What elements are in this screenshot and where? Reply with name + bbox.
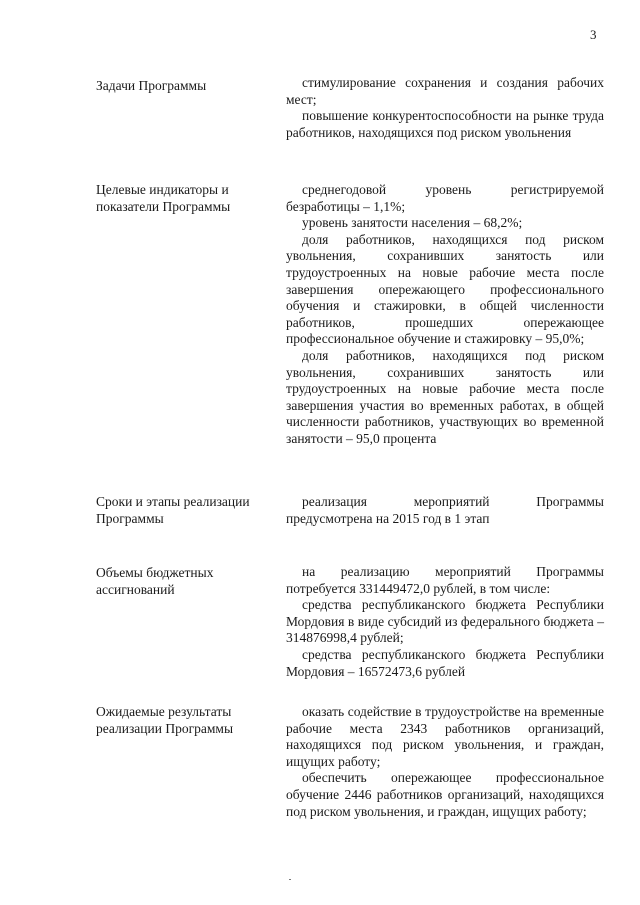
section-label: Объемы бюджетных ассигнований (96, 565, 214, 597)
paragraph: повышение конкурентоспособности на рынке труда работников, находящихся под риском увольнения (286, 108, 604, 140)
section-content (286, 494, 604, 527)
section-label: Сроки и этапы реализации Программы (96, 494, 250, 526)
paragraph: обеспечить опережающее профессиональное обучение 2446 работников организаций, находящихся под риском увольнения, и граждан, ищущих работу; (286, 770, 604, 819)
section-content (286, 75, 604, 141)
paragraph: на реализацию мероприятий Программы потребуется 331449472,0 рублей, в том числе: (286, 564, 604, 596)
section-content (286, 704, 604, 820)
section-label: Ожидаемые результаты реализации Программы (96, 704, 234, 736)
scan-speck (289, 879, 291, 880)
paragraph: оказать содействие в трудоустройстве на временные рабочие места 2343 работников организаций, находящихся под риском увольнения, и граждан, ищущих работу; (286, 704, 604, 769)
paragraph: реализация мероприятий Программы предусмотрена на 2015 год в 1 этап (286, 494, 604, 526)
paragraph: доля работников, находящихся под риском увольнения, сохранивших занятость или трудоустроенных на новые рабочие места после завершения опережающего профессионального обучения и стажировки, в общей численности работников, прошедших опережающее профессиональное обучение и стажировку – 95,0%; (286, 231, 604, 347)
section-content (286, 564, 604, 680)
paragraph: стимулирование сохранения и создания рабочих мест; (286, 75, 604, 107)
paragraph: доля работников, находящихся под риском увольнения, сохранивших занятость или трудоустроенных на новые рабочие места после завершения участия во временных работах, в общей численности работников, участвующих во временной занятости – 95,0 процента (286, 347, 604, 446)
paragraph: средства республиканского бюджета Республики Мордовия – 16572473,6 рублей (286, 646, 604, 679)
section-label: Задачи Программы (96, 78, 207, 93)
paragraph: средства республиканского бюджета Республики Мордовия в виде субсидий из федерального бюджета – 314876998,4 рублей; (286, 597, 604, 646)
section-content (286, 182, 604, 448)
paragraph: среднегодовой уровень регистрируемой безработицы – 1,1%; (286, 182, 604, 214)
page-number: 3 (590, 27, 597, 42)
section-label: Целевые индикаторы и показатели Программы (96, 182, 231, 214)
paragraph: уровень занятости населения – 68,2%; (302, 215, 523, 231)
